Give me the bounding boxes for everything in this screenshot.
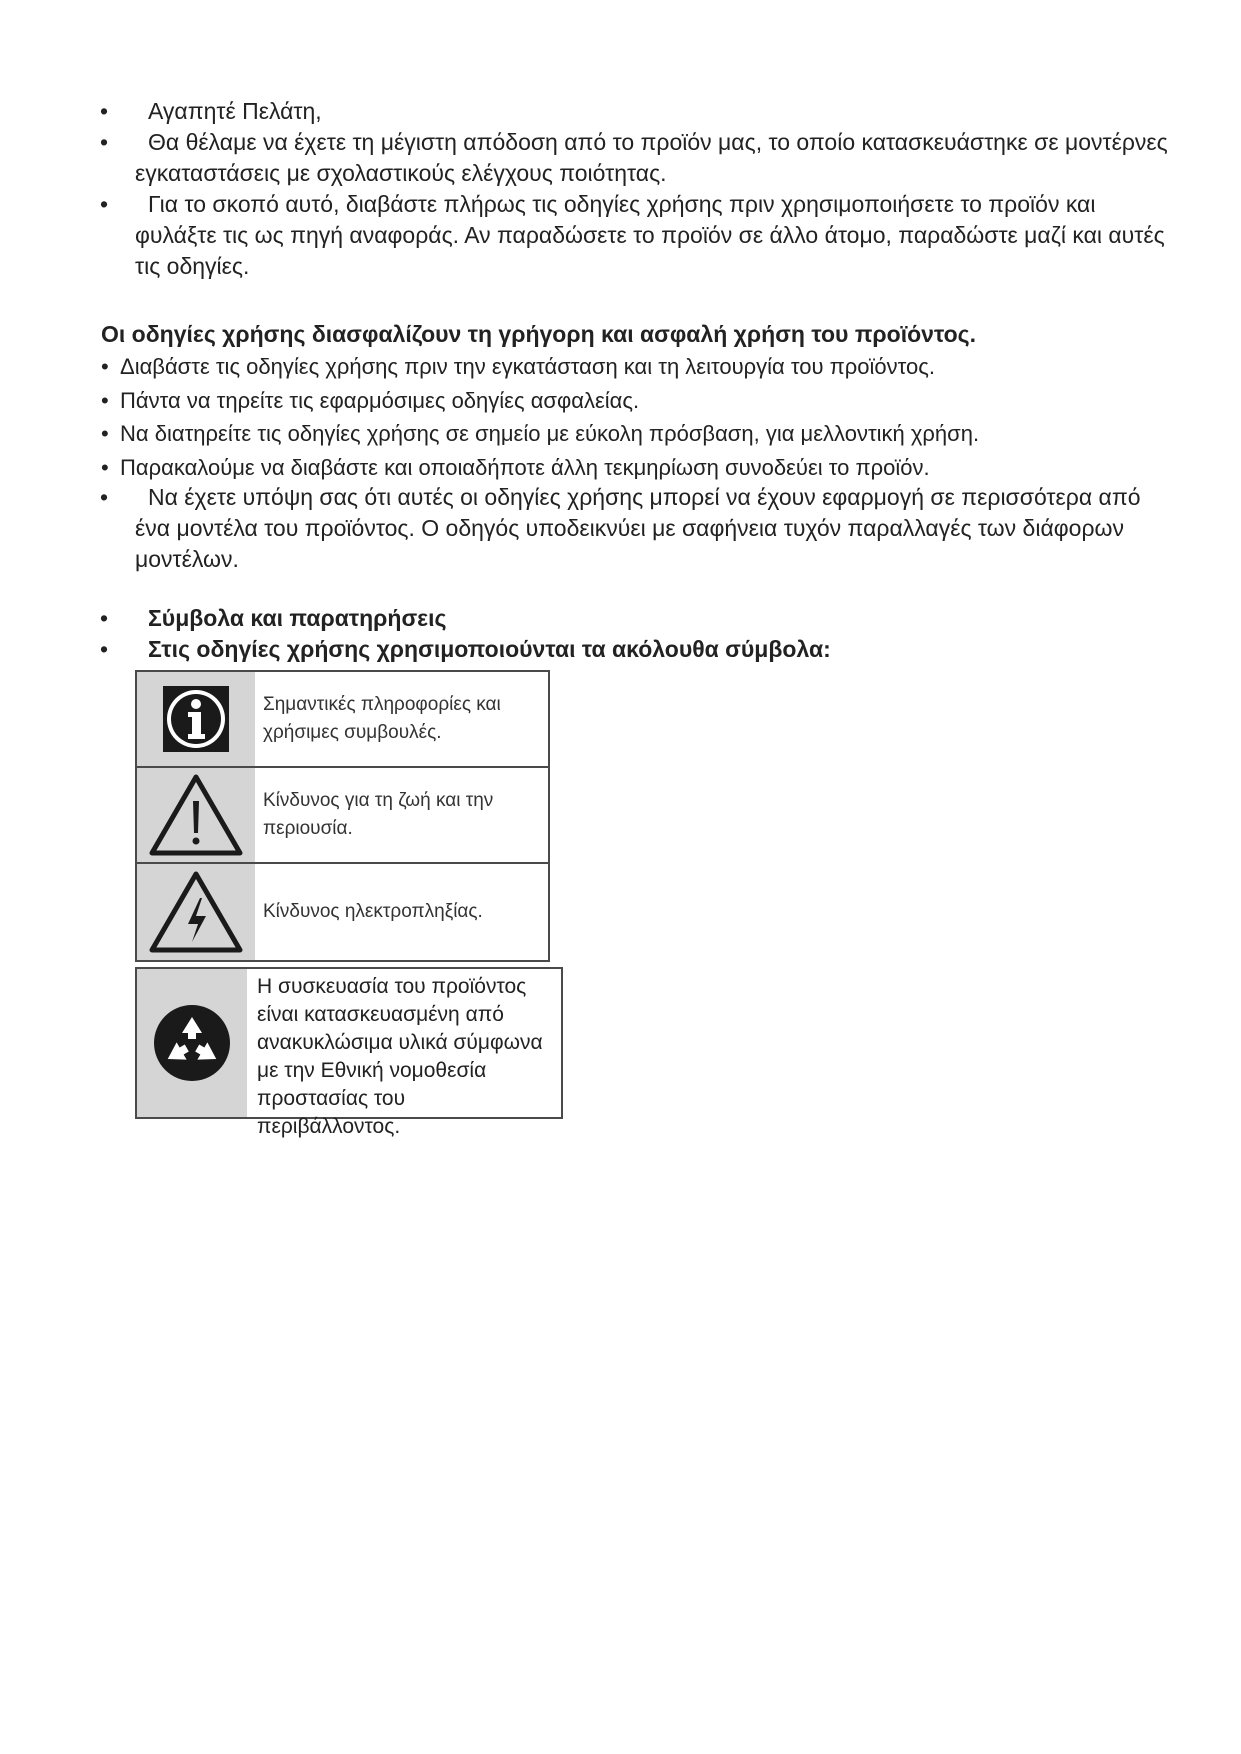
greeting: Αγαπητέ Πελάτη, [148,98,322,124]
safety-item: Να διατηρείτε τις οδηγίες χρήσης σε σημείο με εύκολη πρόσβαση, για μελλοντική χρήση. [120,421,980,446]
electric-shock-icon [137,864,255,960]
list-item [101,451,1181,485]
models-note: Να έχετε υπόψη σας ότι αυτές οι οδηγίες χρήσης μπορεί να έχουν εφαρμογή σε περισσότερα από ένα μοντέλα του προϊόντος. Ο οδηγός υποδεικνύει με σαφήνεια τυχόν παραλλαγές των διάφορων μοντέλων. [135,484,1141,572]
list-item [101,417,1181,451]
symbol-description: Κίνδυνος για τη ζωή και την περιουσία. [263,790,494,839]
intro-paragraph: Θα θέλαμε να έχετε τη μέγιστη απόδοση από το προϊόν μας, το οποίο κατασκευάστηκε σε μοντέρνες εγκαταστάσεις με σχολαστικούς ελέγχους ποιότητας. [135,129,1168,186]
symbol-description: Κίνδυνος ηλεκτροπληξίας. [263,901,483,922]
symbols-list [95,603,1175,665]
symbol-row [137,864,548,960]
list-item [101,384,1181,418]
safety-item: Πάντα να τηρείτε τις εφαρμόσιμες οδηγίες ασφαλείας. [120,387,640,413]
symbols-table [135,670,550,962]
bullet: • [100,636,109,662]
intro-paragraph: Για το σκοπό αυτό, διαβάστε πλήρως τις οδηγίες χρήσης πριν χρησιμοποιήσετε το προϊόν και φυλάξτε τις ως πηγή αναφοράς. Αν παραδώσετε το προϊόν σε άλλο άτομο, παραδώστε μαζί και αυτές τις οδηγίες. [135,191,1165,279]
info-icon [137,672,255,766]
bullet: • [101,454,109,480]
bullet: • [100,98,109,124]
bullet: • [101,354,109,379]
recycling-text: Η συσκευασία του προϊόντος είναι κατασκευασμένη από ανακυκλώσιμα υλικά σύμφωνα με την Εθνική νομοθεσία προστασίας του περιβάλλοντος. [257,975,543,1138]
list-item [95,634,1175,665]
list-item [95,127,1175,189]
safety-list [101,350,1181,484]
list-item [95,603,1175,634]
list-item [95,96,1175,127]
list-item [95,189,1175,282]
bullet: • [101,387,109,413]
list-item [95,482,1175,575]
intro-list [95,96,1175,282]
symbol-row [137,672,548,768]
symbols-intro: Στις οδηγίες χρήσης χρησιμοποιούνται τα ακόλουθα σύμβολα: [148,636,831,662]
recycling-box [135,967,563,1138]
models-list [95,482,1175,575]
bullet: • [100,129,109,155]
symbol-row [137,768,548,864]
safety-item: Διαβάστε τις οδηγίες χρήσης πριν την εγκατάσταση και τη λειτουργία του προϊόντος. [120,354,935,379]
bullet: • [101,421,109,446]
bullet: • [100,605,109,631]
bullet: • [100,191,109,217]
bullet: • [100,484,109,510]
symbol-description: Σημαντικές πληροφορίες και χρήσιμες συμβουλές. [263,694,501,743]
recycle-icon [137,969,247,1117]
symbols-heading: Σύμβολα και παρατηρήσεις [148,605,447,631]
safety-heading: Οι οδηγίες χρήσης διασφαλίζουν τη γρήγορη και ασφαλή χρήση του προϊόντος. [101,321,976,347]
warning-icon [137,768,255,862]
safety-item: Παρακαλούμε να διαβάστε και οποιαδήποτε άλλη τεκμηρίωση συνοδεύει το προϊόν. [120,454,930,480]
list-item [101,350,1181,384]
